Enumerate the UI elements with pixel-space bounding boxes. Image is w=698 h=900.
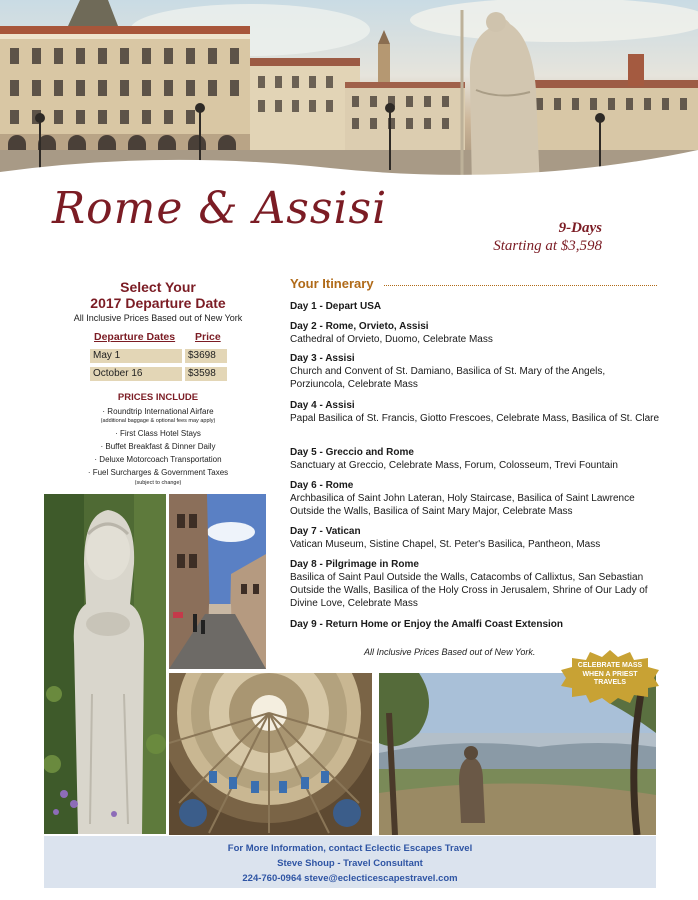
itinerary-day [290,352,660,391]
starting-price: Starting at $3,598 [493,238,602,254]
prices-include-note: (additional baggage & optional fees may apply) [100,418,216,424]
day-title: Day 9 - Return Home or Enjoy the Amalfi Coast Extension [290,619,564,630]
prices-include-item: · First Class Hotel Stays [115,429,201,438]
st-peters-dome-photo [169,673,372,835]
header-photo-turin-piazza [0,0,698,200]
price-row-date: May 1 [90,349,182,363]
day-description: Sanctuary at Greccio, Celebrate Mass, Forum, Colosseum, Trevi Fountain [290,460,618,471]
day-title: Day 8 - Pilgrimage in Rome [290,559,419,570]
tour-duration: 9-Days [558,220,602,236]
tour-title: Rome & Assisi [52,183,388,234]
prices-include-item: · Roundtrip International Airfare [102,407,214,416]
departure-heading-line1: Select Your [120,279,196,295]
itinerary-day [290,320,660,346]
badge-line: TRAVELS [593,679,627,686]
inclusive-footnote: All Inclusive Prices Based out of New York. [364,647,536,657]
day-title: Day 6 - Rome [290,480,354,491]
itinerary-day [290,446,660,472]
day-description: Papal Basilica of St. Francis, Giotto Frescoes, Celebrate Mass, Basilica of St. Clare [290,413,660,424]
badge-text [566,662,654,688]
prices-include-item: · Fuel Surcharges & Government Taxes [87,468,229,477]
badge-line: CELEBRATE MASS [577,662,643,669]
itinerary-dotted-rule [384,285,657,286]
assisi-street-photo [169,494,266,669]
day-title: Day 2 - Rome, Orvieto, Assisi [290,321,429,332]
itinerary-day [290,300,660,313]
price-row-price: $3598 [185,367,227,381]
price-row-price: $3698 [185,349,227,363]
departure-heading-line2: 2017 Departure Date [90,295,226,311]
day-description: Archbasilica of Saint John Lateran, Holy Staircase, Basilica of Saint Lawrence Outside the Walls, Basilica of Saint Mary Major, Celebrate Mass [290,493,635,517]
departure-subheading: All Inclusive Prices Based out of New York [73,313,243,323]
st-francis-statue-photo [44,494,166,834]
footer-phone-email-line[interactable]: 224-760-0964 steve@eclecticescapestravel.com [242,873,458,884]
day-title: Day 3 - Assisi [290,353,355,364]
col-header-dates: Departure Dates [94,331,176,343]
itinerary-day [290,399,660,425]
day-description: Church and Convent of St. Damiano, Basilica of St. Mary of the Angels, Porziuncola, Celebrate Mass [290,366,606,390]
footer-contact-line: For More Information, contact Eclectic Escapes Travel [227,843,473,854]
itinerary-day [290,525,660,551]
prices-include-heading: PRICES INCLUDE [117,392,199,403]
day-description: Basilica of Saint Paul Outside the Walls, Catacombs of Callixtus, San Sebastian Outside the Walls, Basilica of the Holy Cross in Jerusalem, Shrine of Our Lady of Divine Love, Celebrate Mass [290,572,648,609]
price-row-date: October 16 [90,367,182,381]
prices-include-item: · Buffet Breakfast & Dinner Daily [100,442,216,451]
badge-line: WHEN A PRIEST [582,670,638,678]
prices-include-item: · Deluxe Motorcoach Transportation [94,455,222,464]
day-title: Day 7 - Vatican [290,526,361,537]
itinerary-day [290,558,660,610]
day-title: Day 1 - Depart USA [290,301,382,312]
day-title: Day 4 - Assisi [290,400,355,411]
footer-consultant-line[interactable]: Steve Shoup - Travel Consultant [277,858,423,869]
itinerary-day [290,479,660,518]
prices-include-note: (subject to change) [134,480,182,486]
itinerary-heading: Your Itinerary [290,276,374,291]
day-description: Vatican Museum, Sistine Chapel, St. Peter's Basilica, Pantheon, Mass [290,539,601,550]
itinerary-day [290,618,660,631]
col-header-price: Price [195,331,221,343]
day-title: Day 5 - Greccio and Rome [290,447,414,458]
day-description: Cathedral of Orvieto, Duomo, Celebrate Mass [290,334,493,345]
